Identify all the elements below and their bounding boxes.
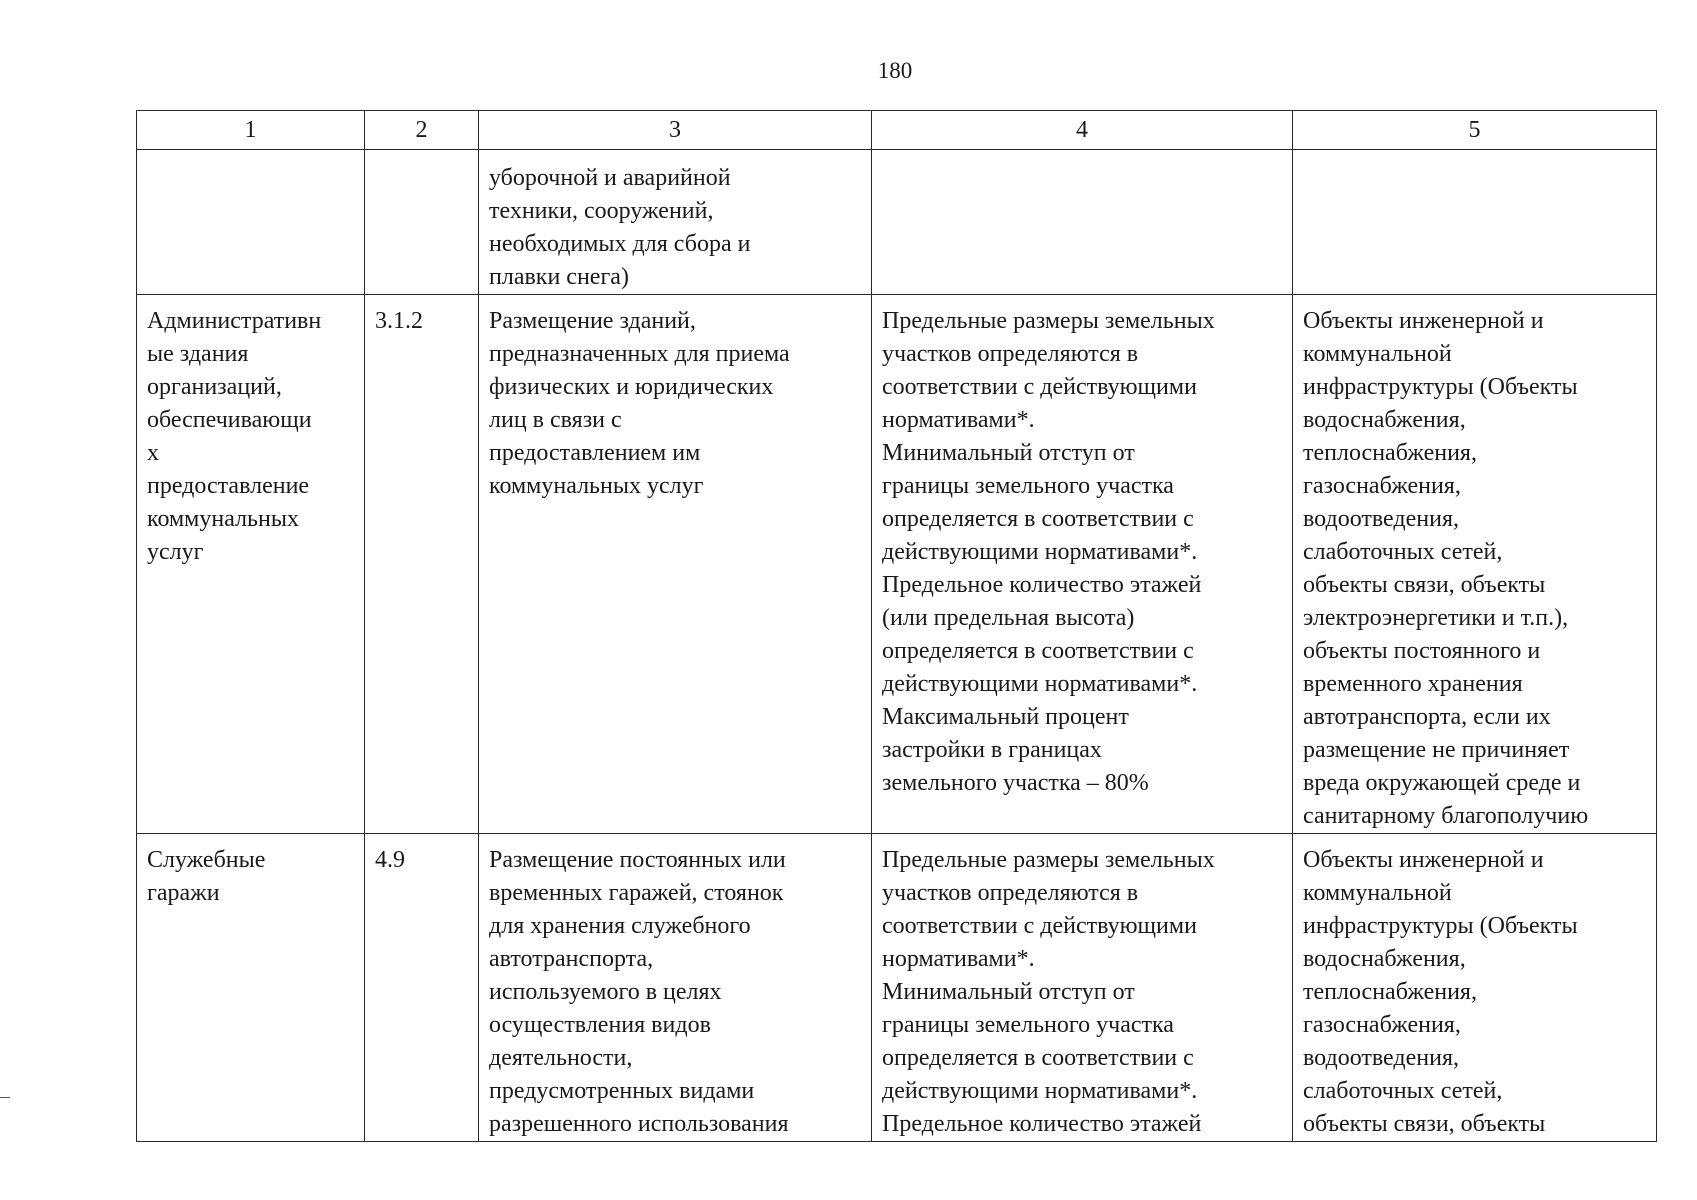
table-row bbox=[137, 834, 1657, 1142]
zoning-table bbox=[136, 110, 1657, 1142]
header-col-1: 1 bbox=[137, 111, 365, 150]
cell-parameters: Предельные размеры земельных участков определяются в соответствии с действующими нормативами*. Минимальный отступ от границы земельного участка определяется в соответствии с действующими нормативами*. Предельное количество этажей bbox=[872, 834, 1293, 1142]
cell-description: Размещение зданий, предназначенных для приема физических и юридических лиц в связи с предоставлением им коммунальных услуг bbox=[479, 295, 872, 834]
cell-parameters: Предельные размеры земельных участков определяются в соответствии с действующими нормативами*. Минимальный отступ от границы земельного участка определяется в соответствии с действующими нормативами*. Предельное количество этажей (или предельная высота) определяется в соответствии с действующими нормативами*. Максимальный процент застройки в границах земельного участка – 80% bbox=[872, 295, 1293, 834]
cell-code bbox=[365, 150, 479, 295]
cell-description: уборочной и аварийной техники, сооружений, необходимых для сбора и плавки снега) bbox=[479, 150, 872, 295]
table-row bbox=[137, 295, 1657, 834]
cell-code: 3.1.2 bbox=[365, 295, 479, 834]
header-col-2: 2 bbox=[365, 111, 479, 150]
cell-auxiliary: Объекты инженерной и коммунальной инфраструктуры (Объекты водоснабжения, теплоснабжения, газоснабжения, водоотведения, слаботочных сетей, объекты связи, объекты электроэнергетики и т.п.), объекты постоянного и временного хранения автотранспорта, если их размещение не причиняет вреда окружающей среде и санитарному благополучию bbox=[1293, 295, 1657, 834]
header-col-5: 5 bbox=[1293, 111, 1657, 150]
cell-auxiliary: Объекты инженерной и коммунальной инфраструктуры (Объекты водоснабжения, теплоснабжения, газоснабжения, водоотведения, слаботочных сетей, объекты связи, объекты bbox=[1293, 834, 1657, 1142]
cell-name: Служебные гаражи bbox=[137, 834, 365, 1142]
header-col-3: 3 bbox=[479, 111, 872, 150]
cell-name bbox=[137, 150, 365, 295]
cell-code: 4.9 bbox=[365, 834, 479, 1142]
page-number: 180 bbox=[877, 58, 913, 83]
cell-auxiliary bbox=[1293, 150, 1657, 295]
cell-description: Размещение постоянных или временных гаражей, стоянок для хранения служебного автотранспорта, используемого в целях осуществления видов деятельности, предусмотренных видами разрешенного использования bbox=[479, 834, 872, 1142]
cell-name: Административн ые здания организаций, обеспечивающи х предоставление коммунальных услуг bbox=[137, 295, 365, 834]
scan-edge-mark bbox=[0, 1097, 10, 1098]
table-row bbox=[137, 150, 1657, 295]
header-col-4: 4 bbox=[872, 111, 1293, 150]
cell-parameters bbox=[872, 150, 1293, 295]
table-header-row bbox=[137, 111, 1657, 150]
